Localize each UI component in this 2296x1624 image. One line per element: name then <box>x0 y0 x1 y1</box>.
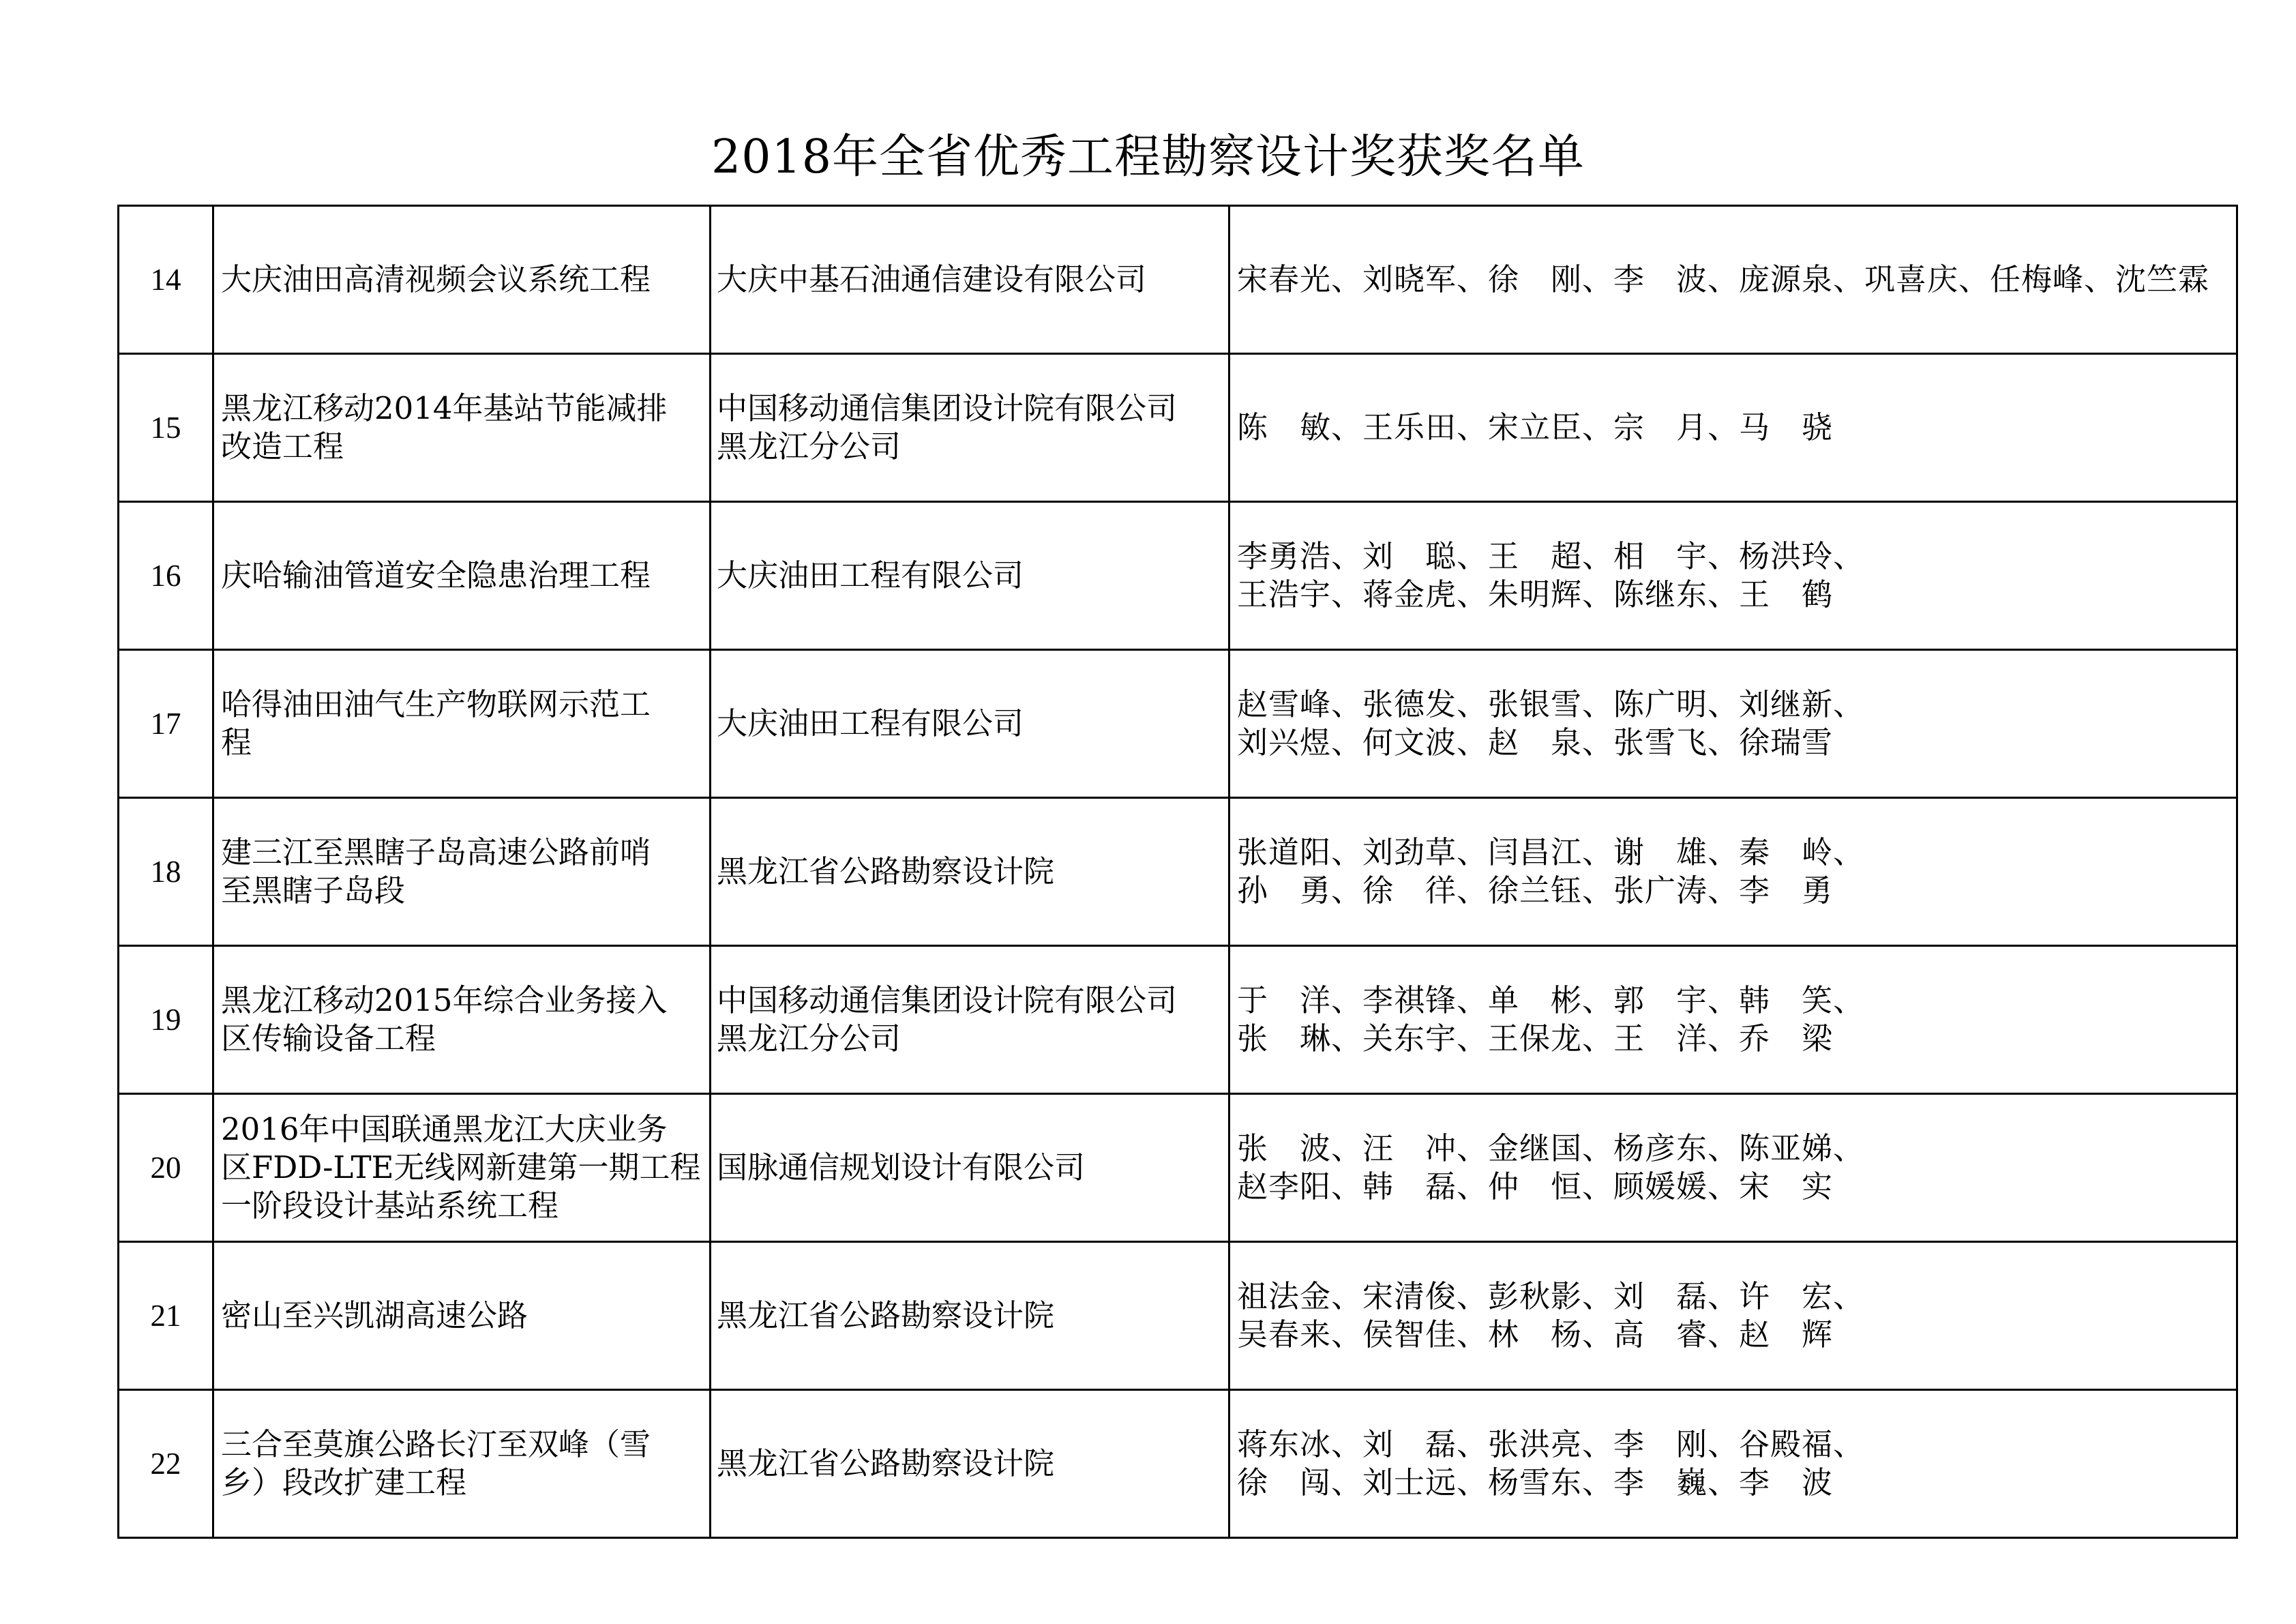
table-row <box>119 1094 2237 1242</box>
project-name-cell <box>213 650 711 798</box>
row-number: 16 <box>119 502 213 650</box>
people-cell <box>1229 502 2237 650</box>
project-name-cell <box>213 1390 711 1538</box>
company-name: 中国移动通信集团设计院有限公司 黑龙江分公司 <box>717 982 1178 1057</box>
project-name-cell <box>213 1094 711 1242</box>
table-row <box>119 502 2237 650</box>
row-number: 22 <box>119 1390 213 1538</box>
company-cell <box>711 354 1229 502</box>
project-name-cell <box>213 354 711 502</box>
table-row <box>119 650 2237 798</box>
people-names: 蒋东冰、刘 磊、张洪亮、李 刚、谷殿福、 徐 闯、刘士远、杨雪东、李 巍、李 波 <box>1237 1426 1865 1501</box>
table-row <box>119 354 2237 502</box>
company-name: 黑龙江省公路勘察设计院 <box>717 853 1055 889</box>
people-cell <box>1229 354 2237 502</box>
project-name: 大庆油田高清视频会议系统工程 <box>221 261 651 297</box>
row-number: 21 <box>119 1242 213 1390</box>
people-cell <box>1229 1242 2237 1390</box>
people-names: 张道阳、刘劲草、闫昌江、谢 雄、秦 岭、 孙 勇、徐 徉、徐兰钰、张广涛、李 勇 <box>1237 834 1865 909</box>
table-row <box>119 206 2237 354</box>
row-number: 19 <box>119 946 213 1094</box>
table-row <box>119 1390 2237 1538</box>
company-name: 黑龙江省公路勘察设计院 <box>717 1297 1055 1333</box>
row-number: 14 <box>119 206 213 354</box>
company-cell <box>711 1094 1229 1242</box>
people-cell <box>1229 946 2237 1094</box>
company-cell <box>711 650 1229 798</box>
people-cell <box>1229 1390 2237 1538</box>
page-title: 2018年全省优秀工程勘察设计奖获奖名单 <box>711 130 1585 184</box>
project-name: 建三江至黑瞎子岛高速公路前哨 至黑瞎子岛段 <box>221 834 651 909</box>
company-cell <box>711 946 1229 1094</box>
table-row <box>119 798 2237 946</box>
people-names: 于 洋、李祺锋、单 彬、郭 宇、韩 笑、 张 琳、关东宇、王保龙、王 洋、乔 梁 <box>1237 982 1865 1057</box>
row-number: 20 <box>119 1094 213 1242</box>
people-names: 祖法金、宋清俊、彭秋影、刘 磊、许 宏、 吴春来、侯智佳、林 杨、高 睿、赵 辉 <box>1237 1278 1865 1353</box>
people-cell <box>1229 1094 2237 1242</box>
company-cell <box>711 798 1229 946</box>
people-cell <box>1229 206 2237 354</box>
company-name: 国脉通信规划设计有限公司 <box>717 1149 1086 1185</box>
company-cell <box>711 1242 1229 1390</box>
people-names: 宋春光、刘晓军、徐 刚、李 波、庞源泉、巩喜庆、任梅峰、沈竺霖 <box>1237 261 2210 297</box>
row-number: 15 <box>119 354 213 502</box>
company-name: 中国移动通信集团设计院有限公司 黑龙江分公司 <box>717 390 1178 464</box>
people-names: 赵雪峰、张德发、张银雪、陈广明、刘继新、 刘兴煜、何文波、赵 泉、张雪飞、徐瑞雪 <box>1237 686 1865 761</box>
company-cell <box>711 1390 1229 1538</box>
company-name: 黑龙江省公路勘察设计院 <box>717 1445 1055 1481</box>
project-name: 三合至莫旗公路长汀至双峰（雪 乡）段改扩建工程 <box>221 1426 651 1501</box>
row-number: 17 <box>119 650 213 798</box>
people-names: 张 波、汪 冲、金继国、杨彦东、陈亚娣、 赵李阳、韩 磊、仲 恒、顾媛媛、宋 实 <box>1237 1130 1865 1205</box>
project-name: 黑龙江移动2014年基站节能减排 改造工程 <box>221 390 668 464</box>
project-name-cell <box>213 206 711 354</box>
project-name-cell <box>213 502 711 650</box>
people-cell <box>1229 798 2237 946</box>
table-row <box>119 1242 2237 1390</box>
people-names: 陈 敏、王乐田、宋立臣、宗 月、马 骁 <box>1237 409 1834 445</box>
company-cell <box>711 206 1229 354</box>
project-name: 哈得油田油气生产物联网示范工 程 <box>221 686 651 761</box>
project-name: 密山至兴凯湖高速公路 <box>221 1297 528 1333</box>
project-name-cell <box>213 946 711 1094</box>
project-name: 黑龙江移动2015年综合业务接入 区传输设备工程 <box>221 982 668 1057</box>
project-name: 2016年中国联通黑龙江大庆业务 区FDD-LTE无线网新建第一期工程 一阶段设计基站系统工程 <box>221 1111 701 1224</box>
project-name-cell <box>213 1242 711 1390</box>
company-cell <box>711 502 1229 650</box>
table-row <box>119 946 2237 1094</box>
project-name: 庆哈输油管道安全隐患治理工程 <box>221 557 651 593</box>
project-name-cell <box>213 798 711 946</box>
company-name: 大庆油田工程有限公司 <box>717 557 1024 593</box>
company-name: 大庆油田工程有限公司 <box>717 705 1024 741</box>
people-cell <box>1229 650 2237 798</box>
company-name: 大庆中基石油通信建设有限公司 <box>717 261 1147 297</box>
row-number: 18 <box>119 798 213 946</box>
award-list-table <box>117 205 2238 1539</box>
people-names: 李勇浩、刘 聪、王 超、相 宇、杨洪玲、 王浩宇、蒋金虎、朱明辉、陈继东、王 鹤 <box>1237 538 1865 612</box>
